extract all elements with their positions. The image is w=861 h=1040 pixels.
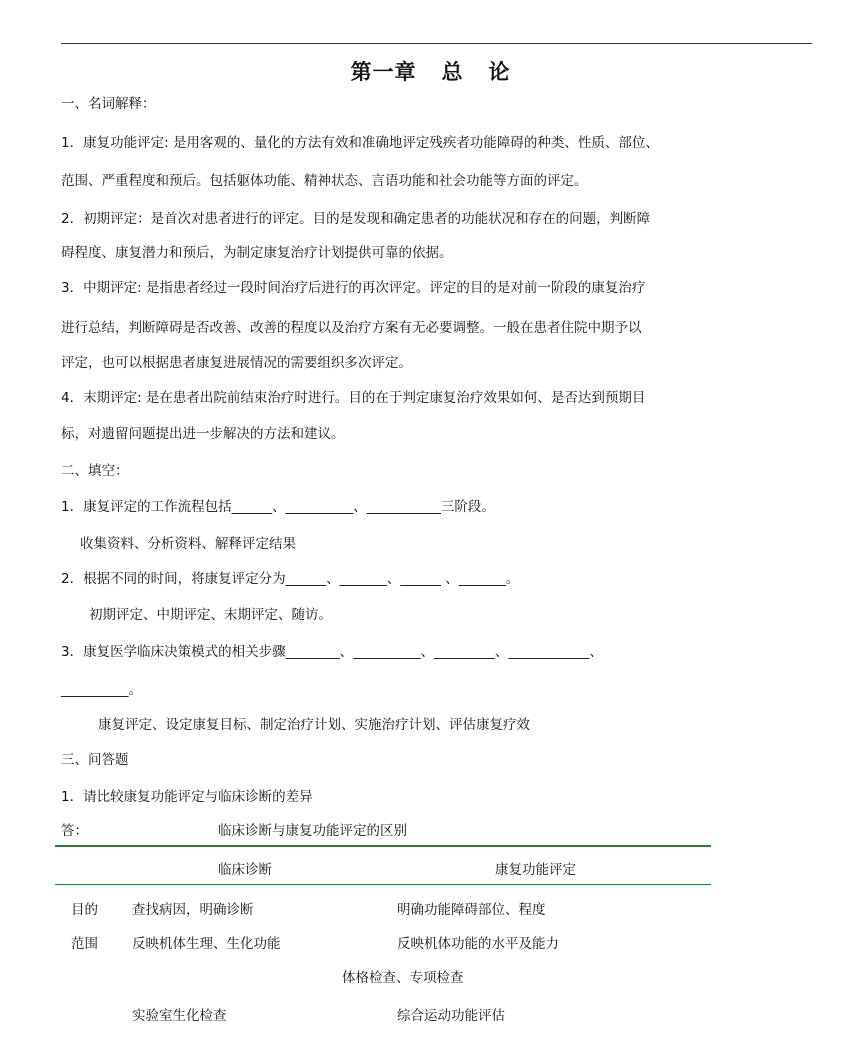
section-heading: 三、问答题	[61, 752, 129, 768]
table-header: 康复功能评定	[495, 862, 576, 878]
paragraph-line: 碍程度、康复潜力和预后，为制定康复治疗计划提供可靠的依据。	[61, 245, 453, 261]
paragraph-line: 2．初期评定：是首次对患者进行的评定。目的是发现和确定患者的功能状况和存在的问题，判断障	[61, 211, 651, 227]
paragraph-line: 3．中期评定: 是指患者经过一段时间治疗后进行的再次评定。评定的目的是对前一阶段的康复治疗	[61, 280, 646, 296]
fill-answer: 康复评定、设定康复目标、制定治疗计划、实施治疗计划、评估康复疗效	[98, 717, 530, 733]
fill-answer: 收集资料、分析资料、解释评定结果	[80, 536, 296, 552]
fill-question-cont: __________。	[61, 682, 142, 698]
table-header: 临床诊断	[218, 862, 272, 878]
section-heading: 一、名词解释：	[61, 96, 156, 112]
table-cell: 综合运动功能评估	[397, 1008, 505, 1024]
table-cell: 查找病因，明确诊断	[132, 902, 254, 918]
answer-label: 答：	[61, 823, 88, 839]
header-rule	[61, 43, 812, 44]
table-row-label: 范围	[71, 936, 98, 952]
qa-question: 1．请比较康复功能评定与临床诊断的差异	[61, 789, 313, 805]
table-cell: 实验室生化检查	[132, 1008, 227, 1024]
table-caption: 临床诊断与康复功能评定的区别	[218, 823, 407, 839]
fill-question: 1．康复评定的工作流程包括______、__________、___________三阶段。	[61, 499, 495, 515]
paragraph-line: 评定，也可以根据患者康复进展情况的需要组织多次评定。	[61, 355, 412, 371]
section-heading: 二、填空：	[61, 463, 129, 479]
table-cell: 反映机体生理、生化功能	[132, 936, 281, 952]
fill-question: 3．康复医学临床决策模式的相关步骤________、__________、_________、____________、	[61, 644, 603, 660]
paragraph-line: 标，对遗留问题提出进一步解决的方法和建议。	[61, 426, 345, 442]
paragraph-line: 范围、严重程度和预后。包括躯体功能、精神状态、言语功能和社会功能等方面的评定。	[61, 173, 588, 189]
fill-question: 2．根据不同的时间，将康复评定分为______、_______、______ 、_______。	[61, 571, 520, 587]
table-cell: 反映机体功能的水平及能力	[397, 936, 559, 952]
table-cell-shared: 体格检查、专项检查	[342, 970, 464, 986]
table-row-label: 目的	[71, 902, 98, 918]
paragraph-line: 进行总结，判断障碍是否改善、改善的程度以及治疗方案有无必要调整。一般在患者住院中期予以	[61, 320, 642, 336]
table-cell: 明确功能障碍部位、程度	[397, 902, 546, 918]
chapter-title: 第一章 总 论	[350, 59, 511, 84]
fill-answer: 初期评定、中期评定、末期评定、随访。	[89, 607, 332, 623]
table-top-rule	[55, 845, 711, 847]
paragraph-line: 4．末期评定: 是在患者出院前结束治疗时进行。目的在于判定康复治疗效果如何、是否达到预期目	[61, 390, 646, 406]
table-header-rule	[55, 884, 711, 885]
paragraph-line: 1．康复功能评定: 是用客观的、量化的方法有效和准确地评定残疾者功能障碍的种类、性质、部位、	[61, 135, 659, 151]
